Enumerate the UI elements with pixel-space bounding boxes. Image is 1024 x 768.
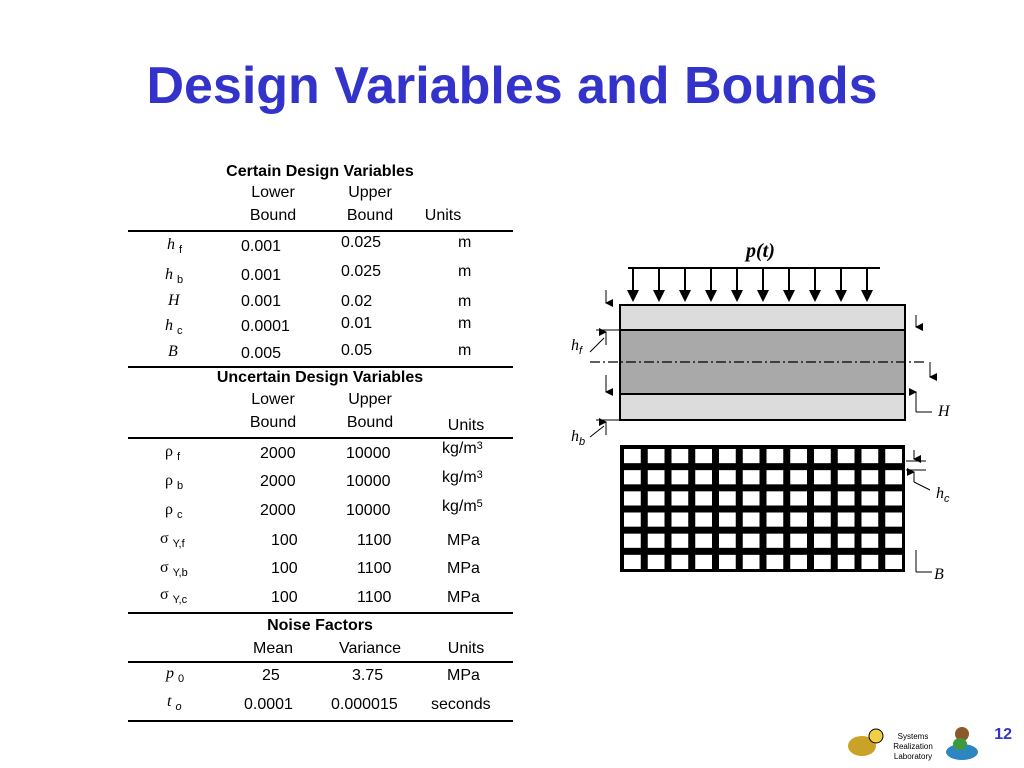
certain-row-upper: 0.025	[341, 263, 382, 280]
certain-col-upper-1: Upper	[348, 184, 392, 201]
certain-row-symbol: h $_c$	[165, 317, 183, 338]
core-cell	[862, 491, 879, 505]
core-cell	[838, 470, 855, 484]
certain-row-symbol: B	[168, 343, 178, 360]
certain-row-lower: 0.0001	[241, 318, 290, 335]
uncertain-col-units: Units	[447, 417, 485, 434]
core-cell	[672, 555, 689, 569]
core-cell	[814, 449, 831, 463]
core-cell	[885, 491, 902, 505]
certain-row-symbol: H	[168, 292, 180, 309]
certain-row-lower: 0.005	[241, 345, 282, 362]
core-cell	[648, 491, 665, 505]
certain-col-units: Units	[424, 207, 462, 224]
lab-name: Systems Realization Laboratory	[893, 732, 933, 761]
core-cell	[838, 555, 855, 569]
certain-row-symbol: h $_b$	[165, 266, 184, 287]
core-cell	[790, 449, 807, 463]
core-cell	[672, 513, 689, 527]
uncertain-row-symbol: ρ $_b$	[165, 472, 184, 493]
core-cell	[814, 534, 831, 548]
uncertain-row-units: $kg/m^5$	[442, 498, 483, 515]
core-cell	[719, 555, 736, 569]
uncertain-row-upper: 10000	[346, 445, 391, 462]
core-cell	[885, 470, 902, 484]
core-cell	[838, 449, 855, 463]
uncertain-row-upper: 10000	[346, 502, 391, 519]
load-label: p(t)	[746, 240, 775, 262]
load-arrow-head	[705, 290, 717, 302]
load-arrow-head	[835, 290, 847, 302]
core-cell	[695, 491, 712, 505]
core-cell	[648, 470, 665, 484]
core-cell	[790, 513, 807, 527]
core-cell	[767, 491, 784, 505]
top-face-sheet	[620, 305, 905, 330]
uncertain-row-symbol: σ $_{Y,f}$	[160, 530, 185, 551]
certain-row-lower: 0.001	[241, 293, 282, 310]
certain-row-lower: 0.001	[241, 238, 282, 255]
core-cell	[814, 470, 831, 484]
core-cell	[743, 470, 760, 484]
uncertain-col-lower-2: Bound	[249, 414, 297, 431]
hb-label: $h_b$	[571, 428, 586, 449]
core-cell	[814, 555, 831, 569]
uncertain-row-units: $kg/m^3$	[442, 469, 483, 486]
load-arrows	[627, 269, 873, 302]
core-cell	[885, 534, 902, 548]
uncertain-row-lower: 2000	[260, 473, 296, 490]
noise-row-variance: 0.000015	[331, 696, 398, 713]
core-grid-background	[620, 445, 905, 572]
load-arrow-head	[809, 290, 821, 302]
core-cell	[719, 449, 736, 463]
certain-row-upper: 0.02	[341, 293, 373, 310]
B-label: B	[934, 566, 944, 583]
page-title: Design Variables and Bounds	[146, 57, 878, 115]
load-arrow-head	[861, 290, 873, 302]
noise-row-symbol: t $_o$	[167, 693, 182, 714]
core-cell	[719, 470, 736, 484]
core-cell	[767, 534, 784, 548]
uncertain-col-lower-1: Lower	[251, 391, 295, 408]
core-cell	[838, 491, 855, 505]
core-cell	[790, 491, 807, 505]
core-cell	[743, 534, 760, 548]
core-cell	[862, 555, 879, 569]
core-cell	[743, 449, 760, 463]
uncertain-row-lower: 2000	[260, 445, 296, 462]
uncertain-heading: Uncertain Design Variables	[216, 369, 424, 386]
certain-row-upper: 0.025	[341, 234, 382, 251]
uncertain-row-upper: 1100	[357, 589, 392, 606]
core-cell	[648, 513, 665, 527]
core-cell	[790, 534, 807, 548]
uncertain-row-lower: 100	[271, 532, 298, 549]
page-number: 12	[994, 726, 1012, 743]
load-arrow-head	[731, 290, 743, 302]
uncertain-row-lower: 100	[271, 560, 298, 577]
core-cell	[838, 534, 855, 548]
core-cell	[885, 513, 902, 527]
load-arrow-head	[783, 290, 795, 302]
core-cell	[624, 491, 641, 505]
core-cell	[767, 555, 784, 569]
uncertain-row-upper: 1100	[357, 560, 392, 577]
core-cell	[624, 534, 641, 548]
hc-label: $h_c$	[936, 485, 950, 506]
certain-row-upper: 0.05	[341, 342, 373, 359]
core-cell-grid	[620, 445, 905, 572]
core-cell	[719, 513, 736, 527]
load-arrow-head	[653, 290, 665, 302]
noise-col-units: Units	[447, 640, 485, 657]
core-cell	[624, 449, 641, 463]
certain-col-lower-1: Lower	[251, 184, 295, 201]
core-cell	[624, 555, 641, 569]
load-arrow-head	[679, 290, 691, 302]
core-cell	[648, 449, 665, 463]
noise-col-variance: Variance	[339, 640, 401, 657]
H-label: H	[938, 403, 950, 420]
core-cell	[672, 449, 689, 463]
core-cell	[719, 534, 736, 548]
certain-col-lower-2: Bound	[249, 207, 297, 224]
uncertain-row-upper: 10000	[346, 473, 391, 490]
noise-row-mean: 0.0001	[244, 696, 293, 713]
uncertain-row-units: MPa	[447, 532, 480, 549]
certain-row-units: m	[458, 315, 472, 332]
uncertain-row-lower: 100	[271, 589, 298, 606]
core-cell	[648, 534, 665, 548]
uncertain-row-upper: 1100	[357, 532, 392, 549]
certain-row-units: m	[458, 234, 472, 251]
uncertain-row-units: $kg/m^3$	[442, 440, 483, 457]
core-cell	[695, 449, 712, 463]
uncertain-row-lower: 2000	[260, 502, 296, 519]
noise-row-units: seconds	[431, 696, 491, 713]
noise-col-mean: Mean	[252, 640, 294, 657]
hf-label: $h_f$	[571, 337, 583, 358]
noise-row-mean: 25	[262, 667, 280, 684]
core-cell	[695, 513, 712, 527]
uncertain-col-upper-1: Upper	[348, 391, 392, 408]
core-cell	[767, 470, 784, 484]
core-cell	[743, 555, 760, 569]
core-cell	[862, 534, 879, 548]
core-cell	[695, 534, 712, 548]
load-arrow-head	[627, 290, 639, 302]
certain-row-lower: 0.001	[241, 267, 282, 284]
certain-row-symbol: h $_f$	[167, 236, 183, 257]
core-cell	[672, 491, 689, 505]
core-cell	[790, 555, 807, 569]
core-cell	[838, 513, 855, 527]
noise-row-units: MPa	[447, 667, 480, 684]
core-cell	[648, 555, 665, 569]
core-cell	[695, 555, 712, 569]
core-cell	[695, 470, 712, 484]
core-cell	[743, 513, 760, 527]
uncertain-row-symbol: σ $_{Y,c}$	[160, 586, 188, 607]
core-cell	[672, 534, 689, 548]
noise-row-variance: 3.75	[352, 667, 384, 684]
core-cell	[624, 470, 641, 484]
load-arrow-head	[757, 290, 769, 302]
core-cell	[862, 449, 879, 463]
core-cell	[862, 470, 879, 484]
core-cell	[743, 491, 760, 505]
core-cell	[885, 449, 902, 463]
uncertain-row-symbol: ρ $_f$	[165, 443, 181, 464]
certain-row-units: m	[458, 342, 472, 359]
core-cell	[624, 513, 641, 527]
noise-heading: Noise Factors	[267, 617, 373, 634]
certain-row-upper: 0.01	[341, 315, 373, 332]
core-cell	[862, 513, 879, 527]
core-cell	[767, 449, 784, 463]
uncertain-row-symbol: σ $_{Y,b}$	[160, 559, 188, 580]
certain-row-units: m	[458, 293, 472, 310]
core-cell	[814, 491, 831, 505]
core-cell	[885, 555, 902, 569]
core-cell	[790, 470, 807, 484]
core-cell	[719, 491, 736, 505]
uncertain-row-symbol: ρ $_c$	[165, 501, 183, 522]
uncertain-col-upper-2: Bound	[346, 414, 394, 431]
noise-row-symbol: p $_0$	[166, 665, 185, 686]
certain-col-upper-2: Bound	[346, 207, 394, 224]
certain-heading: Certain Design Variables	[226, 163, 414, 180]
bottom-face-sheet	[620, 394, 905, 420]
core-cell	[767, 513, 784, 527]
core-cell	[672, 470, 689, 484]
core-cell	[814, 513, 831, 527]
uncertain-row-units: MPa	[447, 560, 480, 577]
certain-row-units: m	[458, 263, 472, 280]
uncertain-row-units: MPa	[447, 589, 480, 606]
